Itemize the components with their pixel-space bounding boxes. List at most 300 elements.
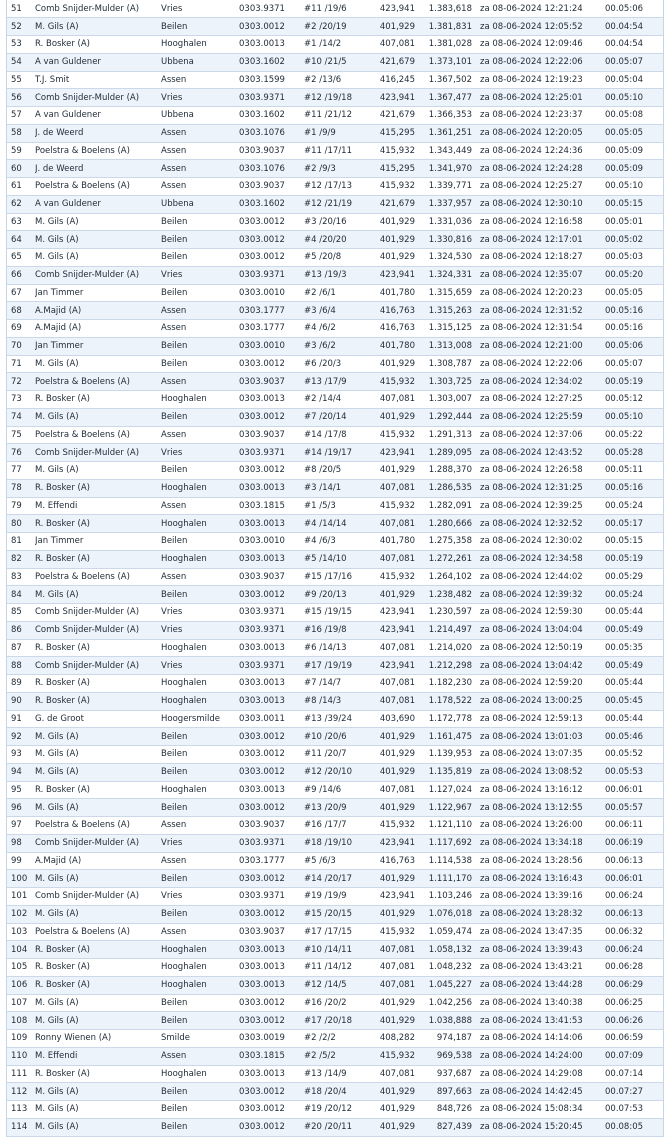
cell-member-id: 0303.0013 bbox=[239, 639, 304, 657]
cell-rank: 114 bbox=[7, 1118, 35, 1136]
cell-member-id: 0303.0013 bbox=[239, 959, 304, 977]
cell-member-id: 0303.0010 bbox=[239, 284, 304, 302]
cell-member-id: 0303.1602 bbox=[239, 107, 304, 125]
cell-member-id: 0303.1602 bbox=[239, 53, 304, 71]
table-row bbox=[7, 728, 663, 746]
cell-flight-duration: 00.05:04 bbox=[605, 71, 663, 89]
cell-distance: 421,679 bbox=[364, 53, 415, 71]
cell-arrival-time: za 08-06-2024 12:50:19 bbox=[472, 639, 605, 657]
cell-speed: 1.282,091 bbox=[415, 497, 472, 515]
cell-rank: 103 bbox=[7, 923, 35, 941]
cell-prize-code: #3 /20/16 bbox=[304, 213, 364, 231]
cell-rank: 81 bbox=[7, 533, 35, 551]
cell-speed: 1.212,298 bbox=[415, 657, 472, 675]
cell-arrival-time: za 08-06-2024 12:24:28 bbox=[472, 160, 605, 178]
cell-speed: 848,726 bbox=[415, 1101, 472, 1119]
cell-prize-code: #3 /14/1 bbox=[304, 479, 364, 497]
cell-flight-duration: 00.05:16 bbox=[605, 302, 663, 320]
cell-prize-code: #15 /19/15 bbox=[304, 604, 364, 622]
table-row bbox=[7, 675, 663, 693]
cell-place: Beilen bbox=[161, 18, 239, 36]
cell-flight-duration: 00.05:16 bbox=[605, 479, 663, 497]
table-row bbox=[7, 160, 663, 178]
cell-distance: 407,081 bbox=[364, 479, 415, 497]
cell-distance: 423,941 bbox=[364, 0, 415, 18]
cell-arrival-time: za 08-06-2024 12:24:36 bbox=[472, 142, 605, 160]
cell-speed: 1.315,125 bbox=[415, 320, 472, 338]
cell-place: Assen bbox=[161, 923, 239, 941]
cell-speed: 1.292,444 bbox=[415, 408, 472, 426]
cell-place: Beilen bbox=[161, 586, 239, 604]
cell-prize-code: #1 /14/2 bbox=[304, 36, 364, 54]
cell-speed: 1.058,132 bbox=[415, 941, 472, 959]
cell-place: Beilen bbox=[161, 905, 239, 923]
cell-prize-code: #6 /20/3 bbox=[304, 355, 364, 373]
cell-member-id: 0303.0013 bbox=[239, 941, 304, 959]
cell-speed: 1.381,831 bbox=[415, 18, 472, 36]
cell-flight-duration: 00.05:15 bbox=[605, 533, 663, 551]
table-row bbox=[7, 568, 663, 586]
table-row bbox=[7, 746, 663, 764]
cell-rank: 91 bbox=[7, 710, 35, 728]
cell-prize-code: #2 /9/3 bbox=[304, 160, 364, 178]
cell-member-id: 0303.9371 bbox=[239, 834, 304, 852]
cell-fancier-name: R. Bosker (A) bbox=[35, 781, 161, 799]
cell-flight-duration: 00.06:13 bbox=[605, 852, 663, 870]
cell-arrival-time: za 08-06-2024 12:31:54 bbox=[472, 320, 605, 338]
cell-flight-duration: 00.08:05 bbox=[605, 1118, 663, 1136]
cell-prize-code: #17 /20/18 bbox=[304, 1012, 364, 1030]
cell-flight-duration: 00.06:29 bbox=[605, 976, 663, 994]
table-row bbox=[7, 462, 663, 480]
cell-flight-duration: 00.05:07 bbox=[605, 355, 663, 373]
cell-member-id: 0303.0012 bbox=[239, 462, 304, 480]
cell-flight-duration: 00.06:25 bbox=[605, 994, 663, 1012]
cell-speed: 1.289,095 bbox=[415, 444, 472, 462]
cell-flight-duration: 00.05:10 bbox=[605, 89, 663, 107]
cell-speed: 1.275,358 bbox=[415, 533, 472, 551]
cell-fancier-name: Comb Snijder-Mulder (A) bbox=[35, 266, 161, 284]
table-row bbox=[7, 1012, 663, 1030]
cell-fancier-name: M. Gils (A) bbox=[35, 746, 161, 764]
cell-prize-code: #2 /5/2 bbox=[304, 1047, 364, 1065]
cell-prize-code: #11 /19/6 bbox=[304, 0, 364, 18]
table-row bbox=[7, 337, 663, 355]
cell-member-id: 0303.0013 bbox=[239, 479, 304, 497]
cell-place: Beilen bbox=[161, 799, 239, 817]
cell-fancier-name: M. Gils (A) bbox=[35, 1012, 161, 1030]
cell-fancier-name: Comb Snijder-Mulder (A) bbox=[35, 657, 161, 675]
cell-rank: 107 bbox=[7, 994, 35, 1012]
cell-member-id: 0303.0013 bbox=[239, 675, 304, 693]
cell-flight-duration: 00.06:59 bbox=[605, 1030, 663, 1048]
cell-arrival-time: za 08-06-2024 12:34:02 bbox=[472, 373, 605, 391]
cell-prize-code: #13 /39/24 bbox=[304, 710, 364, 728]
cell-arrival-time: za 08-06-2024 15:08:34 bbox=[472, 1101, 605, 1119]
cell-fancier-name: Comb Snijder-Mulder (A) bbox=[35, 89, 161, 107]
cell-fancier-name: R. Bosker (A) bbox=[35, 391, 161, 409]
cell-flight-duration: 00.05:05 bbox=[605, 284, 663, 302]
cell-fancier-name: Comb Snijder-Mulder (A) bbox=[35, 444, 161, 462]
cell-arrival-time: za 08-06-2024 13:41:53 bbox=[472, 1012, 605, 1030]
table-row bbox=[7, 89, 663, 107]
cell-arrival-time: za 08-06-2024 12:21:00 bbox=[472, 337, 605, 355]
cell-place: Beilen bbox=[161, 1012, 239, 1030]
cell-rank: 89 bbox=[7, 675, 35, 693]
cell-distance: 415,932 bbox=[364, 497, 415, 515]
cell-rank: 112 bbox=[7, 1083, 35, 1101]
table-row bbox=[7, 941, 663, 959]
cell-place: Assen bbox=[161, 142, 239, 160]
cell-distance: 416,763 bbox=[364, 320, 415, 338]
cell-speed: 1.288,370 bbox=[415, 462, 472, 480]
cell-arrival-time: za 08-06-2024 12:59:13 bbox=[472, 710, 605, 728]
table-row bbox=[7, 195, 663, 213]
cell-prize-code: #19 /19/9 bbox=[304, 888, 364, 906]
cell-prize-code: #3 /6/4 bbox=[304, 302, 364, 320]
cell-arrival-time: za 08-06-2024 14:42:45 bbox=[472, 1083, 605, 1101]
cell-prize-code: #9 /20/13 bbox=[304, 586, 364, 604]
cell-distance: 401,780 bbox=[364, 337, 415, 355]
cell-arrival-time: za 08-06-2024 12:21:24 bbox=[472, 0, 605, 18]
cell-arrival-time: za 08-06-2024 13:08:52 bbox=[472, 763, 605, 781]
cell-place: Beilen bbox=[161, 231, 239, 249]
cell-place: Assen bbox=[161, 320, 239, 338]
cell-distance: 401,929 bbox=[364, 18, 415, 36]
cell-prize-code: #13 /17/9 bbox=[304, 373, 364, 391]
cell-flight-duration: 00.05:49 bbox=[605, 621, 663, 639]
cell-distance: 423,941 bbox=[364, 834, 415, 852]
cell-flight-duration: 00.06:24 bbox=[605, 941, 663, 959]
cell-distance: 423,941 bbox=[364, 621, 415, 639]
cell-fancier-name: A van Guldener bbox=[35, 107, 161, 125]
table-row bbox=[7, 994, 663, 1012]
cell-flight-duration: 00.05:20 bbox=[605, 266, 663, 284]
cell-member-id: 0303.0013 bbox=[239, 550, 304, 568]
cell-rank: 80 bbox=[7, 515, 35, 533]
cell-arrival-time: za 08-06-2024 13:34:18 bbox=[472, 834, 605, 852]
cell-arrival-time: za 08-06-2024 12:19:23 bbox=[472, 71, 605, 89]
cell-distance: 415,932 bbox=[364, 142, 415, 160]
cell-distance: 407,081 bbox=[364, 959, 415, 977]
cell-arrival-time: za 08-06-2024 13:00:25 bbox=[472, 692, 605, 710]
table-row bbox=[7, 320, 663, 338]
cell-member-id: 0303.0013 bbox=[239, 976, 304, 994]
cell-rank: 71 bbox=[7, 355, 35, 373]
cell-speed: 1.337,957 bbox=[415, 195, 472, 213]
cell-place: Ubbena bbox=[161, 53, 239, 71]
cell-prize-code: #2 /13/6 bbox=[304, 71, 364, 89]
cell-speed: 1.117,692 bbox=[415, 834, 472, 852]
cell-speed: 1.308,787 bbox=[415, 355, 472, 373]
cell-flight-duration: 00.05:44 bbox=[605, 710, 663, 728]
cell-place: Beilen bbox=[161, 870, 239, 888]
cell-fancier-name: M. Gils (A) bbox=[35, 462, 161, 480]
cell-flight-duration: 00.06:13 bbox=[605, 905, 663, 923]
cell-place: Beilen bbox=[161, 994, 239, 1012]
cell-rank: 104 bbox=[7, 941, 35, 959]
cell-distance: 401,929 bbox=[364, 408, 415, 426]
cell-place: Vries bbox=[161, 888, 239, 906]
cell-prize-code: #5 /20/8 bbox=[304, 249, 364, 267]
cell-flight-duration: 00.05:06 bbox=[605, 0, 663, 18]
cell-arrival-time: za 08-06-2024 13:47:35 bbox=[472, 923, 605, 941]
table-row bbox=[7, 639, 663, 657]
cell-distance: 401,929 bbox=[364, 799, 415, 817]
cell-prize-code: #14 /19/17 bbox=[304, 444, 364, 462]
cell-distance: 401,929 bbox=[364, 763, 415, 781]
table-row bbox=[7, 178, 663, 196]
cell-place: Assen bbox=[161, 1047, 239, 1065]
table-row bbox=[7, 497, 663, 515]
cell-flight-duration: 00.05:22 bbox=[605, 426, 663, 444]
cell-speed: 974,187 bbox=[415, 1030, 472, 1048]
cell-distance: 401,780 bbox=[364, 284, 415, 302]
cell-speed: 1.103,246 bbox=[415, 888, 472, 906]
cell-rank: 110 bbox=[7, 1047, 35, 1065]
cell-speed: 1.381,028 bbox=[415, 36, 472, 54]
cell-arrival-time: za 08-06-2024 14:29:08 bbox=[472, 1065, 605, 1083]
cell-place: Hooghalen bbox=[161, 515, 239, 533]
cell-place: Beilen bbox=[161, 249, 239, 267]
cell-member-id: 0303.1777 bbox=[239, 852, 304, 870]
cell-prize-code: #2 /20/19 bbox=[304, 18, 364, 36]
cell-arrival-time: za 08-06-2024 12:25:01 bbox=[472, 89, 605, 107]
cell-speed: 1.178,522 bbox=[415, 692, 472, 710]
cell-arrival-time: za 08-06-2024 12:37:06 bbox=[472, 426, 605, 444]
cell-flight-duration: 00.05:02 bbox=[605, 231, 663, 249]
cell-place: Vries bbox=[161, 89, 239, 107]
cell-place: Assen bbox=[161, 497, 239, 515]
cell-fancier-name: M. Gils (A) bbox=[35, 249, 161, 267]
cell-place: Vries bbox=[161, 621, 239, 639]
table-row bbox=[7, 1065, 663, 1083]
cell-flight-duration: 00.06:26 bbox=[605, 1012, 663, 1030]
cell-rank: 98 bbox=[7, 834, 35, 852]
cell-speed: 1.373,101 bbox=[415, 53, 472, 71]
cell-rank: 109 bbox=[7, 1030, 35, 1048]
cell-fancier-name: Comb Snijder-Mulder (A) bbox=[35, 604, 161, 622]
cell-fancier-name: M. Gils (A) bbox=[35, 728, 161, 746]
cell-place: Beilen bbox=[161, 355, 239, 373]
cell-distance: 401,929 bbox=[364, 249, 415, 267]
cell-arrival-time: za 08-06-2024 12:20:05 bbox=[472, 124, 605, 142]
table-row bbox=[7, 533, 663, 551]
cell-place: Hooghalen bbox=[161, 941, 239, 959]
cell-rank: 73 bbox=[7, 391, 35, 409]
cell-place: Hooghalen bbox=[161, 781, 239, 799]
cell-speed: 1.366,353 bbox=[415, 107, 472, 125]
cell-flight-duration: 00.06:11 bbox=[605, 817, 663, 835]
table-row bbox=[7, 515, 663, 533]
table-row bbox=[7, 1047, 663, 1065]
cell-fancier-name: R. Bosker (A) bbox=[35, 515, 161, 533]
cell-distance: 401,929 bbox=[364, 213, 415, 231]
cell-distance: 415,932 bbox=[364, 178, 415, 196]
cell-prize-code: #10 /21/5 bbox=[304, 53, 364, 71]
cell-place: Hooghalen bbox=[161, 639, 239, 657]
cell-arrival-time: za 08-06-2024 12:30:02 bbox=[472, 533, 605, 551]
cell-arrival-time: za 08-06-2024 12:25:59 bbox=[472, 408, 605, 426]
cell-prize-code: #16 /19/8 bbox=[304, 621, 364, 639]
cell-member-id: 0303.1076 bbox=[239, 160, 304, 178]
cell-arrival-time: za 08-06-2024 12:39:25 bbox=[472, 497, 605, 515]
cell-speed: 1.114,538 bbox=[415, 852, 472, 870]
cell-member-id: 0303.0012 bbox=[239, 231, 304, 249]
cell-fancier-name: A.Majid (A) bbox=[35, 852, 161, 870]
cell-member-id: 0303.0012 bbox=[239, 799, 304, 817]
cell-rank: 113 bbox=[7, 1101, 35, 1119]
table-row bbox=[7, 834, 663, 852]
cell-flight-duration: 00.05:15 bbox=[605, 195, 663, 213]
cell-distance: 403,690 bbox=[364, 710, 415, 728]
cell-member-id: 0303.0013 bbox=[239, 36, 304, 54]
cell-rank: 84 bbox=[7, 586, 35, 604]
cell-arrival-time: za 08-06-2024 13:39:43 bbox=[472, 941, 605, 959]
cell-flight-duration: 00.05:24 bbox=[605, 586, 663, 604]
cell-arrival-time: za 08-06-2024 13:44:28 bbox=[472, 976, 605, 994]
cell-flight-duration: 00.05:49 bbox=[605, 657, 663, 675]
cell-arrival-time: za 08-06-2024 12:09:46 bbox=[472, 36, 605, 54]
cell-distance: 407,081 bbox=[364, 1065, 415, 1083]
cell-fancier-name: M. Gils (A) bbox=[35, 18, 161, 36]
cell-distance: 401,929 bbox=[364, 1012, 415, 1030]
cell-arrival-time: za 08-06-2024 12:34:58 bbox=[472, 550, 605, 568]
cell-member-id: 0303.9371 bbox=[239, 89, 304, 107]
cell-flight-duration: 00.05:17 bbox=[605, 515, 663, 533]
cell-place: Assen bbox=[161, 302, 239, 320]
table-row bbox=[7, 284, 663, 302]
cell-speed: 1.361,251 bbox=[415, 124, 472, 142]
cell-member-id: 0303.0012 bbox=[239, 586, 304, 604]
cell-rank: 111 bbox=[7, 1065, 35, 1083]
cell-rank: 78 bbox=[7, 479, 35, 497]
cell-speed: 1.286,535 bbox=[415, 479, 472, 497]
table-row bbox=[7, 444, 663, 462]
cell-rank: 88 bbox=[7, 657, 35, 675]
cell-rank: 54 bbox=[7, 53, 35, 71]
cell-member-id: 0303.9037 bbox=[239, 568, 304, 586]
cell-place: Beilen bbox=[161, 213, 239, 231]
cell-prize-code: #12 /21/19 bbox=[304, 195, 364, 213]
cell-place: Hooghalen bbox=[161, 959, 239, 977]
cell-arrival-time: za 08-06-2024 12:59:30 bbox=[472, 604, 605, 622]
cell-member-id: 0303.0013 bbox=[239, 692, 304, 710]
cell-member-id: 0303.1777 bbox=[239, 302, 304, 320]
cell-prize-code: #11 /21/12 bbox=[304, 107, 364, 125]
cell-prize-code: #12 /14/5 bbox=[304, 976, 364, 994]
cell-flight-duration: 00.05:24 bbox=[605, 497, 663, 515]
cell-distance: 407,081 bbox=[364, 36, 415, 54]
cell-rank: 74 bbox=[7, 408, 35, 426]
table-row bbox=[7, 1101, 663, 1119]
cell-flight-duration: 00.07:09 bbox=[605, 1047, 663, 1065]
cell-prize-code: #4 /20/20 bbox=[304, 231, 364, 249]
cell-arrival-time: za 08-06-2024 12:22:06 bbox=[472, 53, 605, 71]
cell-distance: 407,081 bbox=[364, 692, 415, 710]
cell-distance: 401,929 bbox=[364, 870, 415, 888]
cell-speed: 1.214,020 bbox=[415, 639, 472, 657]
cell-arrival-time: za 08-06-2024 13:39:16 bbox=[472, 888, 605, 906]
cell-prize-code: #2 /6/1 bbox=[304, 284, 364, 302]
cell-place: Assen bbox=[161, 178, 239, 196]
cell-arrival-time: za 08-06-2024 12:20:23 bbox=[472, 284, 605, 302]
cell-fancier-name: M. Gils (A) bbox=[35, 799, 161, 817]
cell-place: Vries bbox=[161, 604, 239, 622]
cell-fancier-name: J. de Weerd bbox=[35, 124, 161, 142]
table-row bbox=[7, 1083, 663, 1101]
cell-flight-duration: 00.05:46 bbox=[605, 728, 663, 746]
cell-arrival-time: za 08-06-2024 13:04:04 bbox=[472, 621, 605, 639]
cell-arrival-time: za 08-06-2024 12:35:07 bbox=[472, 266, 605, 284]
cell-member-id: 0303.0019 bbox=[239, 1030, 304, 1048]
cell-rank: 62 bbox=[7, 195, 35, 213]
cell-speed: 1.264,102 bbox=[415, 568, 472, 586]
cell-member-id: 0303.9371 bbox=[239, 604, 304, 622]
cell-arrival-time: za 08-06-2024 12:22:06 bbox=[472, 355, 605, 373]
cell-speed: 827,439 bbox=[415, 1118, 472, 1136]
table-row bbox=[7, 36, 663, 54]
cell-distance: 401,929 bbox=[364, 462, 415, 480]
cell-distance: 401,929 bbox=[364, 746, 415, 764]
cell-member-id: 0303.9371 bbox=[239, 0, 304, 18]
table-row bbox=[7, 408, 663, 426]
cell-member-id: 0303.0012 bbox=[239, 994, 304, 1012]
cell-flight-duration: 00.05:28 bbox=[605, 444, 663, 462]
cell-member-id: 0303.0012 bbox=[239, 1101, 304, 1119]
cell-distance: 423,941 bbox=[364, 888, 415, 906]
cell-member-id: 0303.9037 bbox=[239, 178, 304, 196]
cell-speed: 1.214,497 bbox=[415, 621, 472, 639]
cell-member-id: 0303.0012 bbox=[239, 355, 304, 373]
cell-distance: 401,929 bbox=[364, 355, 415, 373]
cell-flight-duration: 00.05:08 bbox=[605, 107, 663, 125]
cell-arrival-time: za 08-06-2024 13:04:42 bbox=[472, 657, 605, 675]
table-row bbox=[7, 888, 663, 906]
cell-distance: 401,929 bbox=[364, 1101, 415, 1119]
cell-fancier-name: R. Bosker (A) bbox=[35, 959, 161, 977]
cell-distance: 407,081 bbox=[364, 550, 415, 568]
cell-speed: 1.315,263 bbox=[415, 302, 472, 320]
cell-rank: 63 bbox=[7, 213, 35, 231]
cell-member-id: 0303.1076 bbox=[239, 124, 304, 142]
cell-prize-code: #4 /6/2 bbox=[304, 320, 364, 338]
cell-fancier-name: M. Gils (A) bbox=[35, 408, 161, 426]
cell-prize-code: #10 /14/11 bbox=[304, 941, 364, 959]
cell-distance: 416,763 bbox=[364, 302, 415, 320]
cell-fancier-name: Jan Timmer bbox=[35, 284, 161, 302]
cell-rank: 51 bbox=[7, 0, 35, 18]
cell-fancier-name: Poelstra & Boelens (A) bbox=[35, 373, 161, 391]
table-row bbox=[7, 302, 663, 320]
cell-member-id: 0303.0012 bbox=[239, 905, 304, 923]
cell-fancier-name: Comb Snijder-Mulder (A) bbox=[35, 621, 161, 639]
cell-arrival-time: za 08-06-2024 13:28:32 bbox=[472, 905, 605, 923]
cell-member-id: 0303.0012 bbox=[239, 870, 304, 888]
cell-prize-code: #20 /20/11 bbox=[304, 1118, 364, 1136]
table-row bbox=[7, 621, 663, 639]
cell-fancier-name: A.Majid (A) bbox=[35, 320, 161, 338]
cell-speed: 1.238,482 bbox=[415, 586, 472, 604]
cell-speed: 1.339,771 bbox=[415, 178, 472, 196]
cell-flight-duration: 00.05:19 bbox=[605, 550, 663, 568]
cell-flight-duration: 00.05:03 bbox=[605, 249, 663, 267]
cell-flight-duration: 00.05:05 bbox=[605, 124, 663, 142]
cell-fancier-name: M. Gils (A) bbox=[35, 1101, 161, 1119]
cell-rank: 66 bbox=[7, 266, 35, 284]
cell-arrival-time: za 08-06-2024 13:16:43 bbox=[472, 870, 605, 888]
cell-prize-code: #17 /19/19 bbox=[304, 657, 364, 675]
